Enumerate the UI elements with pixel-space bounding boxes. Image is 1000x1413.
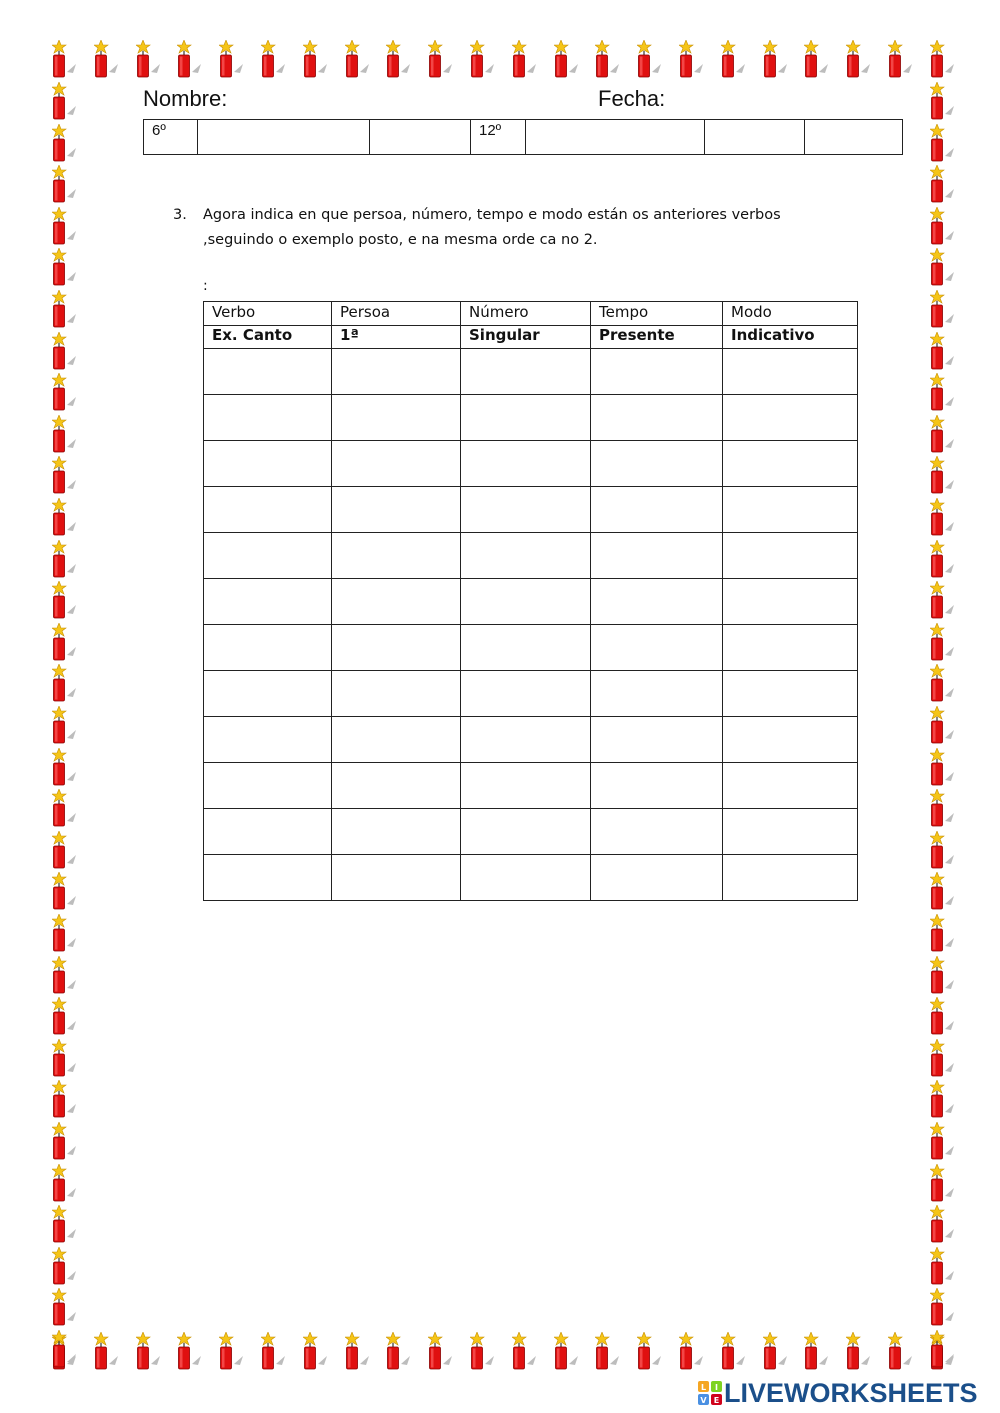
- instruction-number: 3.: [173, 207, 187, 223]
- column-header-verbo: Verbo: [204, 302, 332, 326]
- answer-cell-numero[interactable]: [461, 717, 591, 763]
- firecracker-icon: [930, 1288, 956, 1328]
- example-modo: Indicativo: [723, 326, 858, 349]
- answer-cell-persoa[interactable]: [332, 579, 461, 625]
- answer-cell-verbo[interactable]: [204, 349, 332, 395]
- firecracker-icon: [52, 498, 78, 538]
- firecracker-icon: [930, 498, 956, 538]
- firecracker-icon: [261, 40, 287, 80]
- answer-cell-persoa[interactable]: [332, 441, 461, 487]
- firecracker-icon: [930, 124, 956, 164]
- instruction-text: Agora indica en que persoa, número, tempo e modo están os anteriores verbos ,seguindo o exemplo posto, e na mesma orde ca no 2.: [203, 207, 781, 248]
- firecracker-icon: [52, 706, 78, 746]
- firecracker-icon: [177, 1332, 203, 1372]
- firecracker-icon: [52, 914, 78, 954]
- firecracker-icon: [930, 997, 956, 1037]
- example-verbo: Ex. Canto: [204, 326, 332, 349]
- answer-cell-persoa[interactable]: [332, 717, 461, 763]
- firecracker-icon: [930, 1164, 956, 1204]
- firecracker-icon: [930, 82, 956, 122]
- firecracker-icon: [846, 1332, 872, 1372]
- liveworksheets-logo-icon: [698, 1381, 722, 1405]
- firecracker-icon: [52, 581, 78, 621]
- answer-cell-verbo[interactable]: [204, 487, 332, 533]
- firecracker-icon: [52, 1122, 78, 1162]
- answer-cell-tempo[interactable]: [591, 395, 723, 441]
- firecracker-icon: [52, 664, 78, 704]
- nombre-label: Nombre:: [143, 86, 228, 111]
- firecracker-icon: [763, 1332, 789, 1372]
- svg-text:I: I: [715, 1383, 718, 1392]
- table-header-row: [204, 302, 858, 326]
- firecracker-icon: [345, 40, 371, 80]
- firecracker-icon: [52, 415, 78, 455]
- answer-cell-modo[interactable]: [723, 717, 858, 763]
- answer-cell-numero[interactable]: [461, 809, 591, 855]
- firecracker-icon: [428, 40, 454, 80]
- answer-cell-verbo[interactable]: [204, 625, 332, 671]
- firecracker-icon: [52, 1164, 78, 1204]
- answer-cell-verbo[interactable]: [204, 763, 332, 809]
- firecracker-icon: [930, 872, 956, 912]
- firecracker-icon: [554, 40, 580, 80]
- answer-cell-tempo[interactable]: [591, 763, 723, 809]
- firecracker-icon: [52, 997, 78, 1037]
- firecracker-icon: [219, 1332, 245, 1372]
- answer-cell-modo[interactable]: [723, 533, 858, 579]
- answer-row: [204, 441, 858, 487]
- info-cell-name[interactable]: [198, 120, 370, 155]
- firecracker-icon: [52, 373, 78, 413]
- firecracker-icon: [930, 1039, 956, 1079]
- firecracker-icon: [52, 248, 78, 288]
- firecracker-icon: [930, 623, 956, 663]
- firecracker-icon: [52, 789, 78, 829]
- answer-cell-tempo[interactable]: [591, 671, 723, 717]
- firecracker-icon: [428, 1332, 454, 1372]
- firecracker-icon: [930, 664, 956, 704]
- firecracker-icon: [595, 40, 621, 80]
- answer-row: [204, 579, 858, 625]
- firecracker-icon: [52, 540, 78, 580]
- firecracker-icon: [52, 872, 78, 912]
- firecracker-icon: [136, 40, 162, 80]
- answer-row: [204, 763, 858, 809]
- info-cell-blank[interactable]: [705, 120, 805, 155]
- answer-cell-verbo[interactable]: [204, 855, 332, 901]
- firecracker-icon: [52, 456, 78, 496]
- answer-cell-numero[interactable]: [461, 671, 591, 717]
- answer-cell-persoa[interactable]: [332, 625, 461, 671]
- firecracker-icon: [930, 540, 956, 580]
- firecracker-icon: [52, 956, 78, 996]
- example-tempo: Presente: [591, 326, 723, 349]
- column-header-tempo: Tempo: [591, 302, 723, 326]
- firecracker-icon: [470, 40, 496, 80]
- firecracker-icon: [930, 456, 956, 496]
- answer-cell-numero[interactable]: [461, 763, 591, 809]
- firecracker-icon: [512, 40, 538, 80]
- firecracker-icon: [52, 1039, 78, 1079]
- answer-cell-verbo[interactable]: [204, 395, 332, 441]
- svg-text:V: V: [700, 1396, 707, 1405]
- watermark-text: LIVEWORKSHEETS: [724, 1377, 978, 1408]
- firecracker-icon: [930, 373, 956, 413]
- firecracker-icon: [930, 332, 956, 372]
- firecracker-icon: [512, 1332, 538, 1372]
- example-numero: Singular: [461, 326, 591, 349]
- firecracker-icon: [930, 415, 956, 455]
- firecracker-icon: [679, 40, 705, 80]
- firecracker-icon: [930, 1122, 956, 1162]
- firecracker-icon: [94, 1332, 120, 1372]
- answer-cell-modo[interactable]: [723, 625, 858, 671]
- answer-cell-modo[interactable]: [723, 349, 858, 395]
- firecracker-icon: [52, 748, 78, 788]
- answer-cell-persoa[interactable]: [332, 809, 461, 855]
- firecracker-icon: [930, 581, 956, 621]
- firecracker-icon: [595, 1332, 621, 1372]
- answer-cell-modo[interactable]: [723, 671, 858, 717]
- answer-cell-tempo[interactable]: [591, 579, 723, 625]
- answer-cell-persoa[interactable]: [332, 671, 461, 717]
- fecha-label: Fecha:: [598, 86, 666, 111]
- example-persoa: 1ª: [332, 326, 461, 349]
- answer-cell-numero[interactable]: [461, 395, 591, 441]
- answer-cell-tempo[interactable]: [591, 809, 723, 855]
- firecracker-icon: [52, 82, 78, 122]
- firecracker-icon: [930, 956, 956, 996]
- info-row: [144, 120, 903, 155]
- column-header-persoa: Persoa: [332, 302, 461, 326]
- firecracker-icon: [52, 40, 78, 80]
- answer-cell-modo[interactable]: [723, 855, 858, 901]
- answer-cell-modo[interactable]: [723, 763, 858, 809]
- firecracker-icon: [721, 1332, 747, 1372]
- firecracker-icon: [386, 1332, 412, 1372]
- answer-cell-tempo[interactable]: [591, 487, 723, 533]
- info-cell-date[interactable]: [526, 120, 705, 155]
- firecracker-icon: [303, 1332, 329, 1372]
- firecracker-icon: [637, 1332, 663, 1372]
- firecracker-icon: [763, 40, 789, 80]
- answer-cell-tempo[interactable]: [591, 349, 723, 395]
- answer-cell-persoa[interactable]: [332, 487, 461, 533]
- firecracker-icon: [930, 165, 956, 205]
- info-cell-blank[interactable]: [370, 120, 471, 155]
- firecracker-icon: [52, 207, 78, 247]
- firecracker-icon: [52, 1330, 78, 1370]
- firecracker-icon: [930, 789, 956, 829]
- firecracker-icon: [930, 207, 956, 247]
- answer-cell-numero[interactable]: [461, 349, 591, 395]
- firecracker-icon: [52, 165, 78, 205]
- firecracker-icon: [345, 1332, 371, 1372]
- answer-row: [204, 395, 858, 441]
- firecracker-icon: [52, 332, 78, 372]
- answer-cell-tempo[interactable]: [591, 625, 723, 671]
- answer-cell-verbo[interactable]: [204, 671, 332, 717]
- firecracker-icon: [52, 623, 78, 663]
- answer-cell-tempo[interactable]: [591, 441, 723, 487]
- answer-cell-modo[interactable]: [723, 487, 858, 533]
- firecracker-icon: [52, 290, 78, 330]
- firecracker-icon: [930, 706, 956, 746]
- firecracker-icon: [888, 40, 914, 80]
- example-row: [204, 326, 858, 349]
- firecracker-icon: [930, 1205, 956, 1245]
- student-info-table: [143, 119, 903, 155]
- firecracker-icon: [52, 1080, 78, 1120]
- firecracker-icon: [52, 831, 78, 871]
- firecracker-icon: [930, 40, 956, 80]
- firecracker-icon: [804, 1332, 830, 1372]
- answer-cell-numero[interactable]: [461, 487, 591, 533]
- firecracker-icon: [930, 1247, 956, 1287]
- answer-row: [204, 717, 858, 763]
- firecracker-icon: [930, 748, 956, 788]
- firecracker-icon: [261, 1332, 287, 1372]
- firecracker-icon: [219, 40, 245, 80]
- answer-row: [204, 349, 858, 395]
- answer-cell-persoa[interactable]: [332, 395, 461, 441]
- firecracker-icon: [804, 40, 830, 80]
- answer-cell-modo[interactable]: [723, 441, 858, 487]
- firecracker-icon: [52, 1288, 78, 1328]
- firecracker-icon: [930, 914, 956, 954]
- instruction-colon: :: [203, 278, 208, 294]
- firecracker-icon: [52, 1247, 78, 1287]
- firecracker-icon: [888, 1332, 914, 1372]
- answer-cell-verbo[interactable]: [204, 579, 332, 625]
- answer-cell-persoa[interactable]: [332, 349, 461, 395]
- firecracker-icon: [930, 290, 956, 330]
- answer-cell-numero[interactable]: [461, 625, 591, 671]
- answer-cell-tempo[interactable]: [591, 855, 723, 901]
- answer-cell-numero[interactable]: [461, 855, 591, 901]
- liveworksheets-watermark: [698, 1378, 978, 1408]
- answer-row: [204, 855, 858, 901]
- firecracker-icon: [386, 40, 412, 80]
- column-header-modo: Modo: [723, 302, 858, 326]
- info-cell-class[interactable]: 6º: [144, 120, 198, 155]
- answer-cell-verbo[interactable]: [204, 717, 332, 763]
- verb-analysis-table: [203, 301, 858, 901]
- answer-cell-persoa[interactable]: [332, 763, 461, 809]
- firecracker-icon: [930, 248, 956, 288]
- answer-cell-tempo[interactable]: [591, 717, 723, 763]
- answer-row: [204, 671, 858, 717]
- firecracker-icon: [470, 1332, 496, 1372]
- svg-text:L: L: [700, 1383, 707, 1392]
- answer-cell-modo[interactable]: [723, 579, 858, 625]
- answer-row: [204, 625, 858, 671]
- firecracker-icon: [52, 124, 78, 164]
- answer-row: [204, 533, 858, 579]
- info-cell-blank[interactable]: [805, 120, 903, 155]
- svg-text:E: E: [713, 1396, 720, 1405]
- firecracker-icon: [930, 1080, 956, 1120]
- answer-cell-verbo[interactable]: [204, 533, 332, 579]
- answer-cell-numero[interactable]: [461, 441, 591, 487]
- firecracker-icon: [52, 1205, 78, 1245]
- firecracker-icon: [554, 1332, 580, 1372]
- answer-cell-persoa[interactable]: [332, 855, 461, 901]
- firecracker-icon: [679, 1332, 705, 1372]
- answer-cell-modo[interactable]: [723, 809, 858, 855]
- answer-cell-tempo[interactable]: [591, 533, 723, 579]
- firecracker-icon: [930, 831, 956, 871]
- info-cell-number[interactable]: 12º: [471, 120, 526, 155]
- firecracker-icon: [136, 1332, 162, 1372]
- firecracker-icon: [930, 1330, 956, 1370]
- firecracker-icon: [637, 40, 663, 80]
- answer-row: [204, 487, 858, 533]
- column-header-numero: Número: [461, 302, 591, 326]
- firecracker-icon: [177, 40, 203, 80]
- firecracker-icon: [303, 40, 329, 80]
- firecracker-icon: [94, 40, 120, 80]
- answer-cell-numero[interactable]: [461, 533, 591, 579]
- answer-cell-verbo[interactable]: [204, 809, 332, 855]
- answer-cell-modo[interactable]: [723, 395, 858, 441]
- answer-cell-verbo[interactable]: [204, 441, 332, 487]
- firecracker-icon: [846, 40, 872, 80]
- answer-row: [204, 809, 858, 855]
- firecracker-icon: [721, 40, 747, 80]
- answer-cell-numero[interactable]: [461, 579, 591, 625]
- answer-cell-persoa[interactable]: [332, 533, 461, 579]
